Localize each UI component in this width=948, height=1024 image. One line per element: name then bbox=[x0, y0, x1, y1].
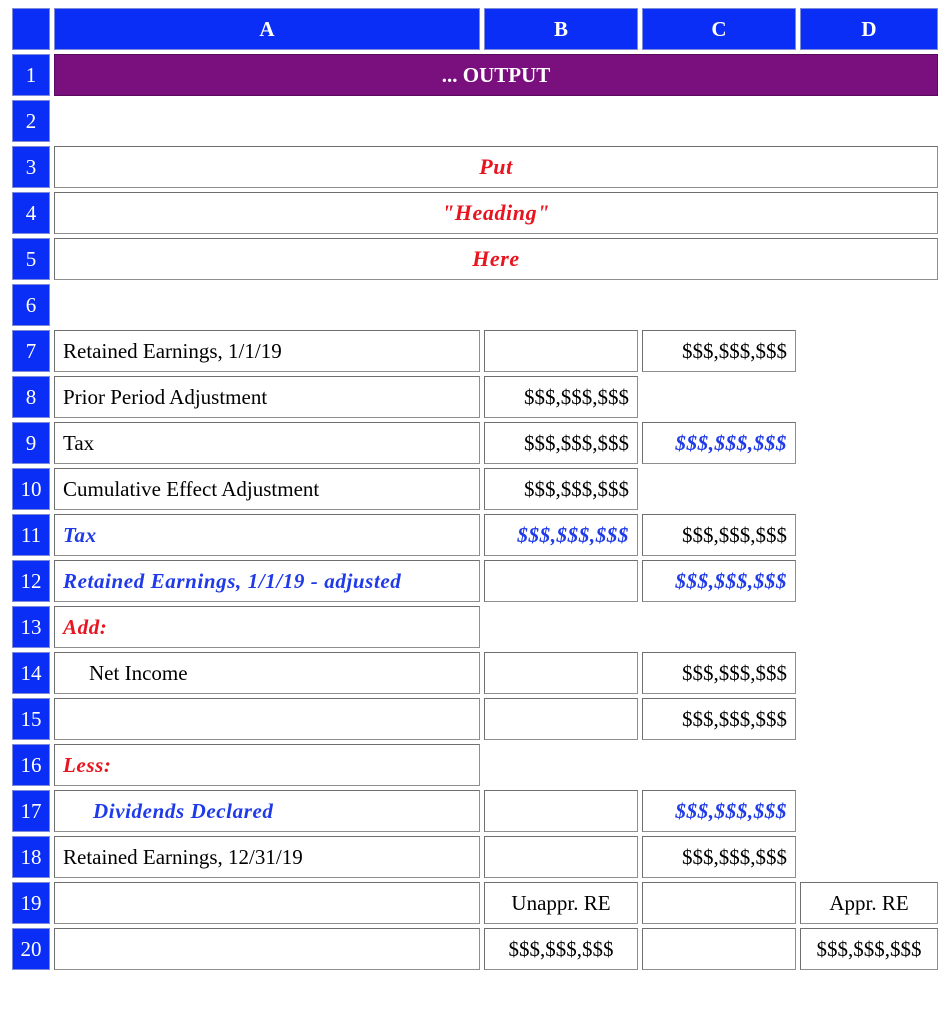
heading-line-2[interactable]: "Heading" bbox=[54, 192, 938, 234]
cell-d15[interactable] bbox=[800, 698, 938, 740]
cell-c14[interactable]: $$$,$$$,$$$ bbox=[642, 652, 796, 694]
cell-d11[interactable] bbox=[800, 514, 938, 556]
table-row bbox=[12, 514, 938, 556]
row-header-16[interactable]: 16 bbox=[12, 744, 50, 786]
spreadsheet-grid bbox=[8, 4, 942, 974]
row-header-10[interactable]: 10 bbox=[12, 468, 50, 510]
cell-a7[interactable]: Retained Earnings, 1/1/19 bbox=[54, 330, 480, 372]
row-header-15[interactable]: 15 bbox=[12, 698, 50, 740]
table-row bbox=[12, 330, 938, 372]
row-header-8[interactable]: 8 bbox=[12, 376, 50, 418]
cell-c9[interactable]: $$$,$$$,$$$ bbox=[642, 422, 796, 464]
cell-a16[interactable]: Less: bbox=[54, 744, 480, 786]
table-row bbox=[12, 882, 938, 924]
cell-d16[interactable] bbox=[800, 744, 938, 786]
column-header-row bbox=[12, 8, 938, 50]
cell-b17[interactable] bbox=[484, 790, 638, 832]
cell-a19[interactable] bbox=[54, 882, 480, 924]
cell-a12[interactable]: Retained Earnings, 1/1/19 - adjusted bbox=[54, 560, 480, 602]
table-row bbox=[12, 790, 938, 832]
heading-line-3[interactable]: Here bbox=[54, 238, 938, 280]
table-row bbox=[12, 376, 938, 418]
cell-c19[interactable] bbox=[642, 882, 796, 924]
cell-c12[interactable]: $$$,$$$,$$$ bbox=[642, 560, 796, 602]
row-header-14[interactable]: 14 bbox=[12, 652, 50, 694]
row-header-1[interactable]: 1 bbox=[12, 54, 50, 96]
cell-d13[interactable] bbox=[800, 606, 938, 648]
cell-b14[interactable] bbox=[484, 652, 638, 694]
row-header-12[interactable]: 12 bbox=[12, 560, 50, 602]
cell-d12[interactable] bbox=[800, 560, 938, 602]
row-header-20[interactable]: 20 bbox=[12, 928, 50, 970]
cell-c10[interactable] bbox=[642, 468, 796, 510]
table-row bbox=[12, 560, 938, 602]
cell-b8[interactable]: $$$,$$$,$$$ bbox=[484, 376, 638, 418]
cell-a8[interactable]: Prior Period Adjustment bbox=[54, 376, 480, 418]
cell-c8[interactable] bbox=[642, 376, 796, 418]
table-row bbox=[12, 54, 938, 96]
cell-b11[interactable]: $$$,$$$,$$$ bbox=[484, 514, 638, 556]
column-header-a[interactable]: A bbox=[54, 8, 480, 50]
table-row bbox=[12, 468, 938, 510]
cell-b10[interactable]: $$$,$$$,$$$ bbox=[484, 468, 638, 510]
cell-c17[interactable]: $$$,$$$,$$$ bbox=[642, 790, 796, 832]
select-all-corner[interactable] bbox=[12, 8, 50, 50]
cell-b12[interactable] bbox=[484, 560, 638, 602]
row-header-17[interactable]: 17 bbox=[12, 790, 50, 832]
table-row bbox=[12, 744, 938, 786]
cell-c20[interactable] bbox=[642, 928, 796, 970]
cell-a11[interactable]: Tax bbox=[54, 514, 480, 556]
cell-b18[interactable] bbox=[484, 836, 638, 878]
cell-b13[interactable] bbox=[484, 606, 638, 648]
cell-b7[interactable] bbox=[484, 330, 638, 372]
row-header-3[interactable]: 3 bbox=[12, 146, 50, 188]
cell-a17[interactable]: Dividends Declared bbox=[54, 790, 480, 832]
cell-c13[interactable] bbox=[642, 606, 796, 648]
cell-a10[interactable]: Cumulative Effect Adjustment bbox=[54, 468, 480, 510]
table-row bbox=[12, 606, 938, 648]
cell-d19[interactable]: Appr. RE bbox=[800, 882, 938, 924]
cell-a14[interactable]: Net Income bbox=[54, 652, 480, 694]
table-row bbox=[12, 192, 938, 234]
cell-b20[interactable]: $$$,$$$,$$$ bbox=[484, 928, 638, 970]
table-row bbox=[12, 652, 938, 694]
cell-d18[interactable] bbox=[800, 836, 938, 878]
cell-b16[interactable] bbox=[484, 744, 638, 786]
cell-c11[interactable]: $$$,$$$,$$$ bbox=[642, 514, 796, 556]
row-header-9[interactable]: 9 bbox=[12, 422, 50, 464]
cell-c16[interactable] bbox=[642, 744, 796, 786]
cell-a20[interactable] bbox=[54, 928, 480, 970]
cell-d9[interactable] bbox=[800, 422, 938, 464]
table-row bbox=[12, 146, 938, 188]
row-header-7[interactable]: 7 bbox=[12, 330, 50, 372]
cell-d20[interactable]: $$$,$$$,$$$ bbox=[800, 928, 938, 970]
table-row bbox=[12, 284, 938, 326]
cell-d7[interactable] bbox=[800, 330, 938, 372]
column-header-d[interactable]: D bbox=[800, 8, 938, 50]
cell-c7[interactable]: $$$,$$$,$$$ bbox=[642, 330, 796, 372]
table-row bbox=[12, 100, 938, 142]
column-header-c[interactable]: C bbox=[642, 8, 796, 50]
row-header-4[interactable]: 4 bbox=[12, 192, 50, 234]
column-header-b[interactable]: B bbox=[484, 8, 638, 50]
cell-c18[interactable]: $$$,$$$,$$$ bbox=[642, 836, 796, 878]
cell-a13[interactable]: Add: bbox=[54, 606, 480, 648]
table-row bbox=[12, 422, 938, 464]
row-header-2[interactable]: 2 bbox=[12, 100, 50, 142]
table-row bbox=[12, 698, 938, 740]
row-header-13[interactable]: 13 bbox=[12, 606, 50, 648]
cell-d17[interactable] bbox=[800, 790, 938, 832]
cell-d8[interactable] bbox=[800, 376, 938, 418]
row-header-6[interactable]: 6 bbox=[12, 284, 50, 326]
cell-a18[interactable]: Retained Earnings, 12/31/19 bbox=[54, 836, 480, 878]
table-row bbox=[12, 928, 938, 970]
row-header-5[interactable]: 5 bbox=[12, 238, 50, 280]
cell-a15[interactable] bbox=[54, 698, 480, 740]
cell-b19[interactable]: Unappr. RE bbox=[484, 882, 638, 924]
row-6-empty[interactable] bbox=[54, 284, 938, 326]
row-2-empty[interactable] bbox=[54, 100, 938, 142]
heading-line-1[interactable]: Put bbox=[54, 146, 938, 188]
row-header-18[interactable]: 18 bbox=[12, 836, 50, 878]
table-row bbox=[12, 238, 938, 280]
row-header-11[interactable]: 11 bbox=[12, 514, 50, 556]
cell-a9[interactable]: Tax bbox=[54, 422, 480, 464]
cell-d10[interactable] bbox=[800, 468, 938, 510]
row-header-19[interactable]: 19 bbox=[12, 882, 50, 924]
cell-b15[interactable] bbox=[484, 698, 638, 740]
table-row bbox=[12, 836, 938, 878]
cell-d14[interactable] bbox=[800, 652, 938, 694]
output-banner-cell[interactable]: ... OUTPUT bbox=[54, 54, 938, 96]
cell-c15[interactable]: $$$,$$$,$$$ bbox=[642, 698, 796, 740]
cell-b9[interactable]: $$$,$$$,$$$ bbox=[484, 422, 638, 464]
